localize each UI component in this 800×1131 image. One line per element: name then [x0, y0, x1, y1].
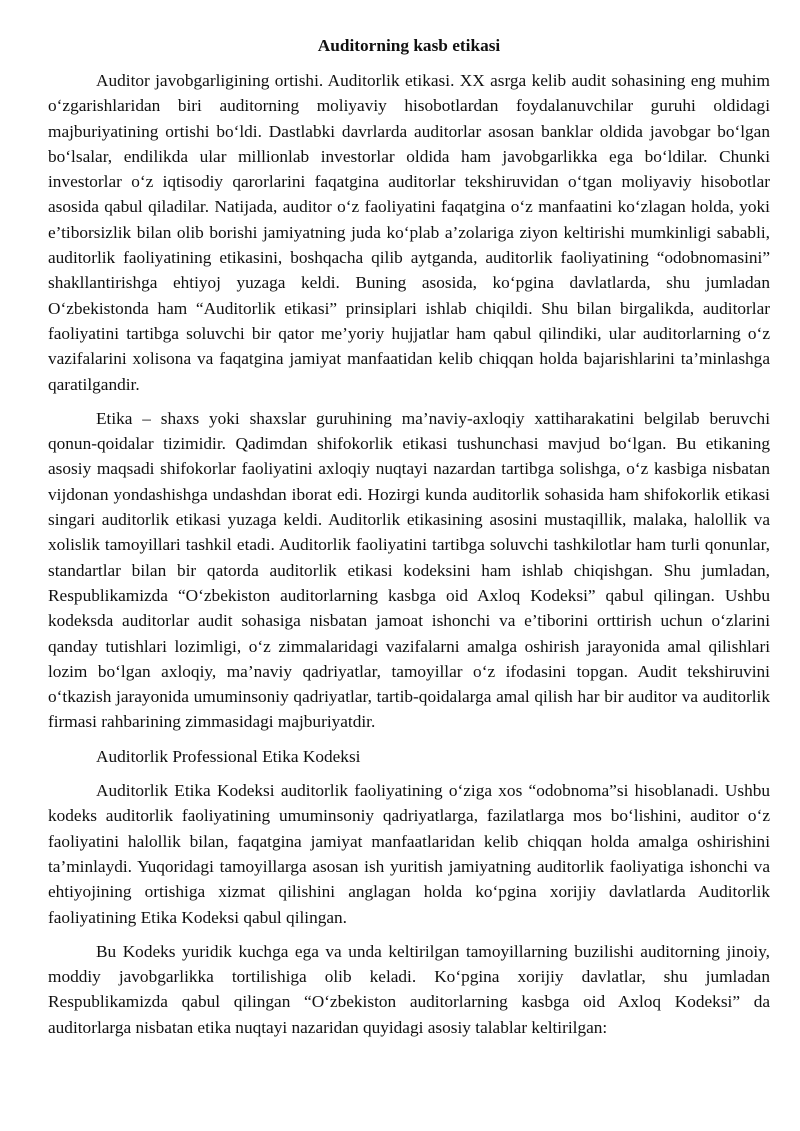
paragraph-ethics-definition: Etika – shaxs yoki shaxslar guruhining ma’naviy-axloqiy xattiharakatini belgilab beruvchi qonun-qoidalar tizimidir. Qadimdan shifokorlik etikasi tushunchasi mavjud bo‘lgan. Bu etikaning asosiy maqsadi shifokorlar faoliyatini axloqiy nuqtayi nazardan tartibga solishga, o‘z kasbiga nisbatan vijdonan yondashishga undashdan iborat edi. Hozirgi kunda auditorlik sohasida ham shifokorlik etikasi singari auditorlik etikasi yuzaga keldi. Auditorlik etikasining asosini mustaqillik, malaka, halollik va xolislik tamoyillari tashkil etadi. Auditorlik faoliyatini tartibga soluvchi tashkilotlar ham turli qonunlar, standartlar bilan bir qatorda auditorlik etikasi kodeksini ham ishlab chiqishgan. Shu jumladan, Respublikamizda “O‘zbekiston auditorlarning kasbga oid Axloq Kodeksi” qabul qilingan. Ushbu kodeksda auditorlar audit sohasiga nisbatan jamoat ishonchi va e’tiborini orttirish uchun o‘zlarini qanday tutishlari lozimligi, o‘z zimmalaridagi vazifalarni amalga oshirish jarayonida amal qilishlari lozim bo‘lgan axloqiy, ma’naviy qadriyatlar, tamoyillar o‘z ifodasini topgan. Audit tekshiruvini o‘tkazish jarayonida umuminsoniy qadriyatlar, tartib-qoidalarga amal qilish har bir auditor va auditorlik firmasi rahbarining zimmasidagi majburiyatdir.	[48, 408, 770, 732]
paragraph-legal-force: Bu Kodeks yuridik kuchga ega va unda keltirilgan tamoyillarning buzilishi auditorning jinoiy, moddiy javobgarlikka tortilishiga olib keladi. Ko‘pgina xorijiy davlatlar, shu jumladan Respublikamizda qabul qilingan “O‘zbekiston auditorlarning kasbga oid Axloq Kodeksi” da auditorlarga nisbatan etika nuqtayi nazaridan quyidagi asosiy talablar keltirilgan:	[48, 941, 770, 1037]
paragraph-ethics-code: Auditorlik Etika Kodeksi auditorlik faoliyatining o‘ziga xos “odobnoma”si hisoblanadi. Ushbu kodeks auditorlik faoliyatining umuminsoniy qadriyatlarga, fazilatlarga mos bo‘lishini, auditor o‘z faoliyatini halollik bilan, faqatgina jamiyat manfaatlaridan kelib chiqqan holda amalga oshirishini ta’minlaydi. Yuqoridagi tamoyillarga asosan ish yuritish jamiyatning auditorlik faoliyatiga ishonchi va ehtiyojining ortishiga xizmat qilishini anglagan holda ko‘pgina xorijiy davlatlarda Auditorlik faoliyatining Etika Kodeksi qabul qilingan.	[48, 781, 770, 927]
paragraph-auditor-responsibility: Auditor javobgarligining ortishi. Auditorlik etikasi. XX asrga kelib audit sohasining eng muhim o‘zgarishlaridan biri auditorning moliyaviy hisobotlardan foydalanuvchilar guruhi oldidagi majburiyatining ortishi bo‘ldi. Dastlabki davrlarda auditorlar asosan banklar oldida javobgar bo‘lgan bo‘lsalar, endilikda ular millionlab investorlar oldida ham javobgarlikka ega bo‘ldilar. Chunki investorlar o‘z iqtisodiy qarorlarini faqatgina auditorlar tekshiruvidan o‘tgan moliyaviy hisobotlar asosida qabul qiladilar. Natijada, auditor o‘z faoliyatini faqatgina o‘z manfaatini ko‘zlagan holda, yoki e’tiborsizlik bilan olib borishi jamiyatning juda ko‘plab a’zolariga ziyon keltirishi mumkinligi sababli, auditorlik faoliyatining etikasini, boshqacha qilib aytganda, auditorlik faoliyatining “odobnomasini” shakllantirishga ehtiyoj yuzaga keldi. Buning asosida, ko‘pgina davlatlarda, shu jumladan O‘zbekistonda ham “Auditorlik etikasi” prinsiplari ishlab chiqildi. Shu bilan birgalikda, auditorlar faoliyatini tartibga soluvchi bir qator me’yoriy hujjatlar ham qabul qilindiki, ular auditorlarning o‘z vazifalarini xolisona va faqatgina jamiyat manfaatidan kelib chiqqan holda bajarishlarini ta’minlashga qaratilgandir.	[48, 71, 770, 394]
document-page	[48, 33, 770, 1049]
document-title: Auditorning kasb etikasi	[317, 36, 501, 55]
section-subheading: Auditorlik Professional Etika Kodeksi	[96, 746, 361, 766]
